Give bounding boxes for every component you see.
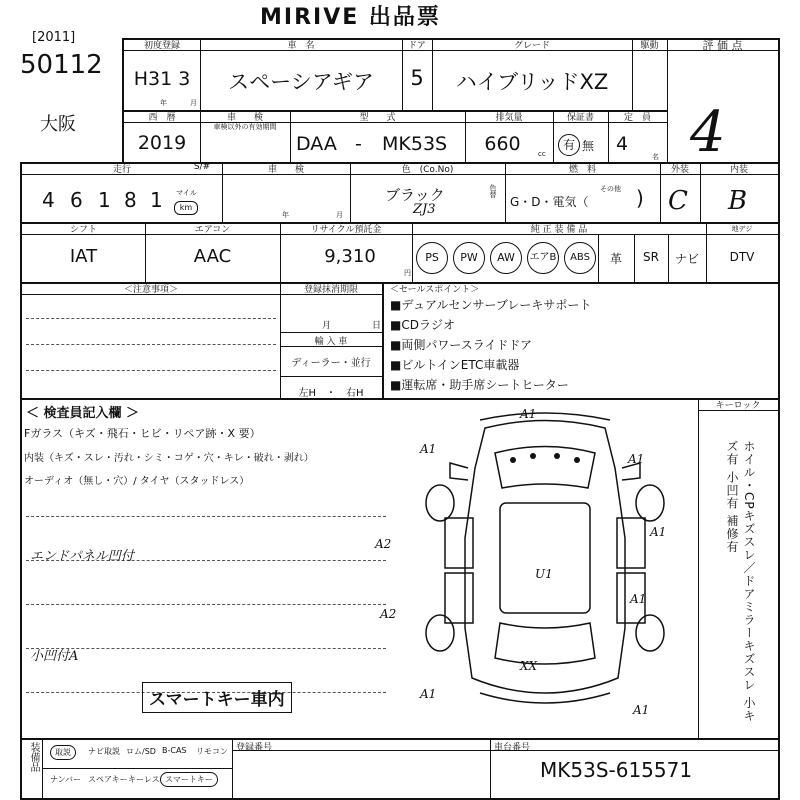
model-code-dash: - <box>355 133 362 155</box>
chassis-number: MK53S-615571 <box>540 758 693 782</box>
model-name-value: スペーシアギア <box>228 70 374 94</box>
inspector-title: ＜ 検査員記入欄 ＞ <box>26 406 140 421</box>
doors-label: ドア <box>408 41 426 51</box>
reg-number-label: 登録番号 <box>236 743 273 753</box>
equip-navi: ナビ <box>674 252 699 266</box>
month-label: 月 <box>190 99 197 107</box>
import-label: 輸 入 車 <box>314 337 348 347</box>
fuel-other-label: その他 <box>600 185 621 193</box>
equip-leather: 革 <box>609 252 622 266</box>
acc-plate: ナンバー <box>50 775 82 784</box>
acc-spare-key: スペアキー <box>88 775 128 784</box>
diagram-mark: A1 <box>633 703 650 717</box>
car-diagram <box>375 407 690 728</box>
reg-deadline-label: 登録抹消期限 <box>303 285 358 295</box>
location: 大阪 <box>40 114 76 135</box>
exterior-value: C <box>668 186 688 216</box>
vertical-damage-note: ホイル・CPキズスレ／ドアミラーキズスレ 小キズ有 小凹有 補修有 <box>725 440 756 723</box>
mileage-digit: 8 <box>124 188 137 212</box>
capacity-label: 定 員 <box>623 113 651 123</box>
shift-label: シフト <box>69 225 97 235</box>
acc-keyless: キーレス <box>128 775 160 784</box>
fuel-value: G・D・電気（ <box>510 195 589 209</box>
mileage-digit: 1 <box>150 188 163 212</box>
color-label: 色 (Co.No) <box>401 165 454 175</box>
acc-bcas: B-CAS <box>162 746 187 755</box>
selling-point: ■デュアルセンサーブレーキサポート <box>390 298 592 312</box>
color-side-label: 色替 <box>489 184 497 198</box>
rating-label: 評 価 点 <box>702 39 743 52</box>
capacity-unit: 名 <box>652 153 659 161</box>
mile-unit: マイル <box>176 189 197 197</box>
shift-value: IAT <box>69 246 98 267</box>
diagram-mark: A1 <box>420 687 437 701</box>
car-left-door-rear <box>445 573 473 623</box>
equip-airbag: エアB <box>527 242 559 274</box>
displacement-value: 660 <box>484 133 521 155</box>
wheel-front-left <box>426 485 454 521</box>
wheel-front-right <box>636 485 664 521</box>
drive-label: 駆動 <box>640 41 659 51</box>
inspection-note: 車検以外の有効期間 <box>213 123 277 131</box>
car-roof <box>500 503 590 613</box>
grade-label: グレード <box>513 41 550 51</box>
year-tag: [2011] <box>32 30 76 45</box>
diagram-mark: U1 <box>535 567 553 581</box>
color-code: ZJ3 <box>413 202 436 217</box>
yen-unit: 円 <box>404 269 411 277</box>
dealer-option: ディーラー・並行 <box>291 358 371 369</box>
mileage-digit: 6 <box>70 188 83 212</box>
diagram-mark: A1 <box>420 442 437 456</box>
western-year-value: 2019 <box>137 132 187 154</box>
capacity-value: 4 <box>616 133 629 155</box>
acc-navi-manual: ナビ取説 <box>88 747 120 756</box>
car-rear-window <box>495 623 595 664</box>
reg-month: 月 <box>322 321 332 331</box>
key-lock-label: キーロック <box>715 401 761 411</box>
diagram-mark: A1 <box>628 452 645 466</box>
warranty-label: 保証書 <box>566 113 594 123</box>
equipment-label: 純 正 装 備 品 <box>530 225 588 235</box>
hand-note-dent: 小凹付A <box>30 649 79 664</box>
aircon-value: AAC <box>193 246 232 267</box>
diagram-mark: A1 <box>630 592 647 606</box>
diagram-mark: XX <box>520 659 538 673</box>
mileage-label: 走行 <box>112 165 131 175</box>
color-value: ブラック <box>385 186 445 204</box>
model-code-label: 型 式 <box>359 113 396 123</box>
equip-pw: PW <box>453 242 485 274</box>
interior-value: B <box>728 186 748 216</box>
selling-point: ■両側パワースライドドア <box>390 338 533 352</box>
displacement-label: 排気量 <box>495 113 523 123</box>
exterior-label: 外装 <box>670 165 689 175</box>
chassis-label: 車台番号 <box>494 743 531 753</box>
mileage-digit: 4 <box>42 188 55 212</box>
steering-option: 左H ・ 右H <box>298 388 364 399</box>
s-no-label: S/# <box>193 162 211 172</box>
fuel-label: 燃 料 <box>568 165 596 175</box>
smart-key-stamp: スマートキー車内 <box>142 682 292 713</box>
car-right-door-front <box>617 518 645 568</box>
recycle-value: 9,310 <box>324 246 376 267</box>
diagram-mark: A1 <box>520 407 537 421</box>
inspector-line: 内装（キズ・スレ・汚れ・シミ・コゲ・穴・キレ・破れ・剥れ） <box>24 453 314 464</box>
lot-number: 50112 <box>20 50 103 80</box>
cc-unit: cc <box>538 150 546 158</box>
inspection-label-2: 車 検 <box>267 165 304 175</box>
interior-label: 内装 <box>729 165 748 175</box>
acc-remote: リモコン <box>196 747 228 756</box>
acc-smart-key: スマートキー <box>160 772 218 787</box>
first-reg-label: 初度登録 <box>143 41 180 51</box>
year-label: 年 <box>160 99 167 107</box>
model-code-value: MK53S <box>382 133 448 155</box>
diagram-mark: A2 <box>375 537 392 551</box>
first-reg-value: H31 3 <box>133 68 191 90</box>
warranty-yes-circle: 有 <box>558 134 580 156</box>
equip-aw: AW <box>490 242 522 274</box>
rating-value: 4 <box>690 100 726 165</box>
inspector-line: オーディオ（無し・穴）/ タイヤ（スタッドレス） <box>24 476 250 487</box>
wheel-rear-left <box>426 615 454 651</box>
km-unit: km <box>174 201 198 215</box>
fuel-close: ) <box>636 186 644 210</box>
grade-value: ハイブリッドXZ <box>455 70 609 94</box>
mileage-digit: 1 <box>98 188 111 212</box>
warranty-no: 無 <box>582 139 595 153</box>
inspection-label: 車 検 <box>226 113 263 123</box>
diagram-mark: A2 <box>380 607 397 621</box>
acc-rom-sd: ロム/SD <box>126 747 156 756</box>
equip-dtv: DTV <box>729 250 755 264</box>
form-title: MIRIVE 出品票 <box>260 5 441 30</box>
tv-label: 地デジ <box>731 225 753 233</box>
equip-sunroof: SR <box>643 250 659 264</box>
hand-note-endpanel: エンドパネル凹付 <box>30 549 134 564</box>
recycle-label: リサイクル預託金 <box>310 225 382 235</box>
car-left-door-front <box>445 518 473 568</box>
model-code-prefix: DAA <box>296 133 337 155</box>
acc-manual: 取説 <box>50 745 76 760</box>
wheel-rear-right <box>636 615 664 651</box>
western-year-label: 西 暦 <box>148 113 176 123</box>
car-body-outline <box>465 421 625 694</box>
reg-day: 日 <box>372 321 382 331</box>
equip-ps: PS <box>416 242 448 274</box>
selling-point: ■CDラジオ <box>390 318 455 332</box>
doors-value: 5 <box>410 66 424 90</box>
accessories-label: 装備品 <box>28 742 39 772</box>
model-name-label: 車 名 <box>287 41 315 51</box>
caution-label: ＜注意事項＞ <box>123 285 178 295</box>
aircon-label: エアコン <box>194 225 231 235</box>
inspection-month: 月 <box>336 211 343 219</box>
selling-label: ＜セールスポイント＞ <box>390 285 480 295</box>
selling-point: ■ビルトインETC車載器 <box>390 358 520 372</box>
car-windshield <box>495 447 595 489</box>
selling-point: ■運転席・助手席シートヒーター <box>390 378 569 392</box>
inspector-line: Fガラス（キズ・飛石・ヒビ・リペア跡・X 要） <box>24 427 261 440</box>
diagram-mark: A1 <box>650 525 667 539</box>
equip-abs: ABS <box>564 242 596 274</box>
inspection-year: 年 <box>282 211 289 219</box>
